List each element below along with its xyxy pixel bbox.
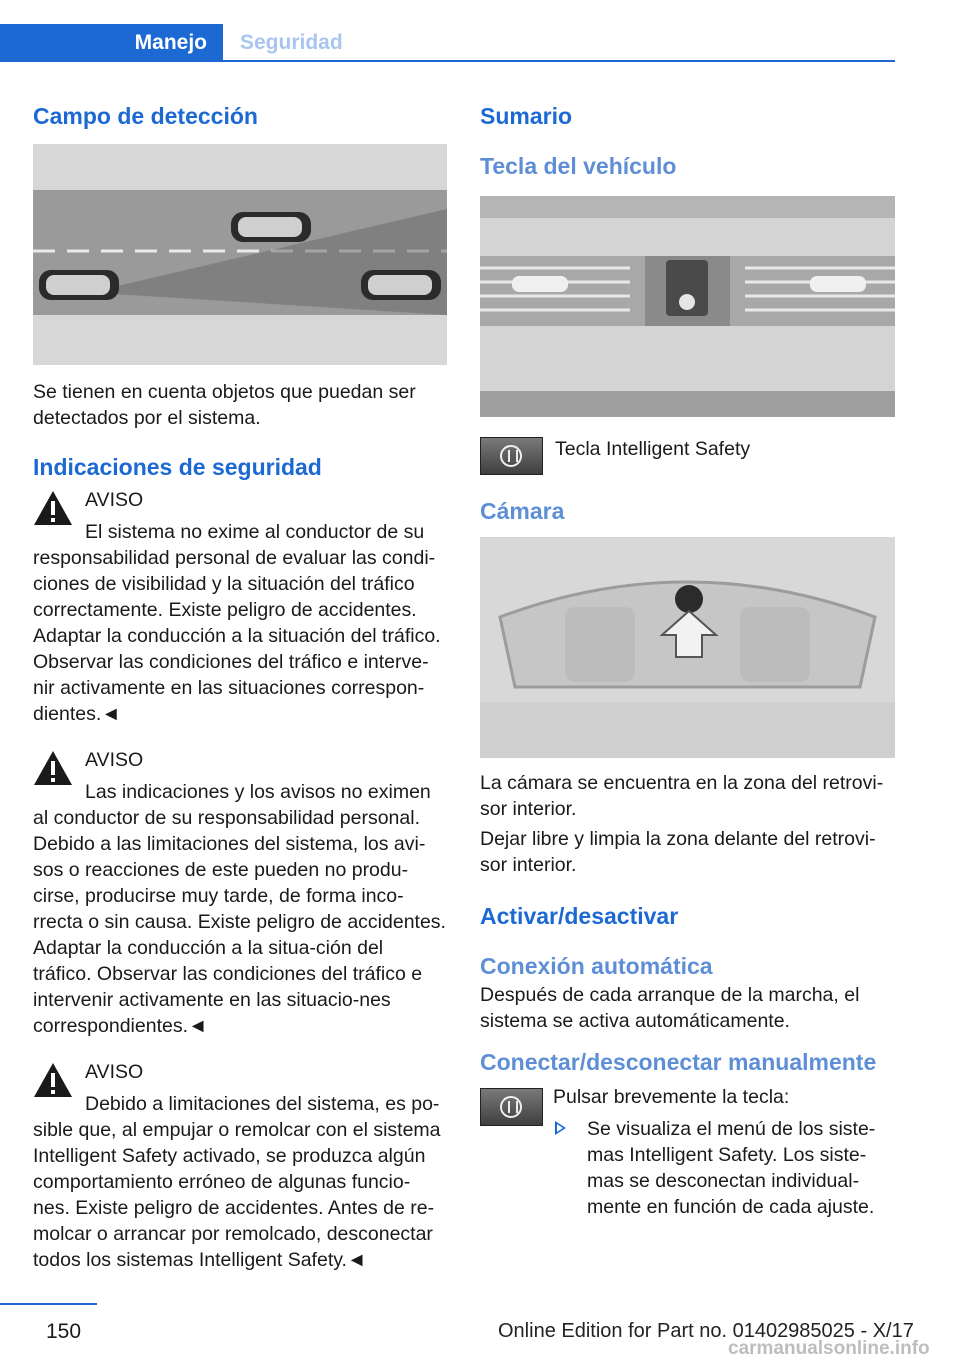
intelligent-safety-key-icon xyxy=(480,437,543,475)
warning-text: Las indicaciones y los avisos no eximen al conductor de su responsabilidad personal. Debido a las limitaciones del sistema, los avi-sos o reacciones de este pueden no produ-cirse, producirse muy tarde, de forma inco-rrecta o sin causa. Existe peligro de accidentes. Adaptar la conducción a la situa-ción del tráfico. Observar las condiciones del tráfico e intervenir activamente en las situacio-nes correspondientes.◄ xyxy=(33,781,446,1037)
warning-1 xyxy=(33,487,447,727)
car-top-icon xyxy=(231,212,311,242)
warning-text: El sistema no exime al conductor de su responsabilidad personal de evaluar las condi-ciones de visibilidad y la situación del tráfico correctamente. Existe peligro de accidentes. Adaptar la conducción a la situación del tráfico. Observar las condiciones del tráfico e interve-nir activamente en las situaciones correspon-dientes.◄ xyxy=(33,521,441,725)
left-column xyxy=(33,100,447,1273)
heading-activar: Activar/desactivar xyxy=(480,903,679,929)
car-right-icon xyxy=(361,270,441,300)
intelligent-safety-key-icon xyxy=(480,1088,543,1126)
subheading-tecla: Tecla del vehículo xyxy=(480,153,677,179)
heading-indicaciones: Indicaciones de seguridad xyxy=(33,454,322,480)
header-rule xyxy=(223,60,895,62)
warning-label: AVISO xyxy=(85,489,144,511)
key-caption-row xyxy=(480,437,895,481)
subheading-conexion: Conexión automática xyxy=(480,953,713,979)
subheading-camara: Cámara xyxy=(480,498,565,524)
warning-triangle-icon xyxy=(33,489,73,529)
auto-paragraph: Después de cada arranque de la marcha, el sistema se activa automáticamente. xyxy=(480,984,860,1032)
warning-triangle-icon xyxy=(33,1061,73,1101)
list-item xyxy=(553,1116,895,1220)
detection-field-illustration xyxy=(33,144,447,365)
key-caption: Tecla Intelligent Safety xyxy=(555,438,751,460)
tab-manejo[interactable]: Manejo xyxy=(0,24,223,62)
camera-paragraph-1: La cámara se encuentra en la zona del retrovi-sor interior. xyxy=(480,772,884,820)
warning-3 xyxy=(33,1059,447,1273)
warning-text: Debido a limitaciones del sistema, es po-sible que, al empujar o remolcar con el sistema Intelligent Safety activado, se produzca algún comportamiento erróneo de algunas funcio-nes. Existe peligro de accidentes. Antes de re-molcar o arrancar por remolcado, desconectar todos los sistemas Intelligent Safety.◄ xyxy=(33,1093,441,1271)
page-number: 150 xyxy=(46,1320,82,1343)
heading-campo-deteccion: Campo de detección xyxy=(33,103,258,129)
bullet-triangle-icon xyxy=(555,1121,566,1135)
paragraph-objects: Se tienen en cuenta objetos que puedan ser detectados por el sistema. xyxy=(33,381,416,429)
vehicle-button-illustration xyxy=(480,196,895,417)
car-left-icon xyxy=(39,270,119,300)
heading-sumario: Sumario xyxy=(480,103,573,129)
manual-row xyxy=(480,1084,895,1220)
footer-rule xyxy=(0,1303,97,1305)
edition-footer: Online Edition for Part no. 01402985025 - X/17 xyxy=(498,1320,914,1342)
watermark: carmanualsonline.info xyxy=(728,1338,930,1359)
camera-illustration xyxy=(480,537,895,758)
warning-label: AVISO xyxy=(85,749,144,771)
subheading-manual: Conectar/desconectar manualmente xyxy=(480,1049,877,1075)
right-column xyxy=(480,100,895,1220)
camera-paragraph-2: Dejar libre y limpia la zona delante del retrovi-sor interior. xyxy=(480,828,876,876)
tab-seguridad[interactable]: Seguridad xyxy=(240,31,343,54)
bullet-text: Se visualiza el menú de los siste-mas Intelligent Safety. Los siste-mas se desconectan individual-mente en función de cada ajuste. xyxy=(587,1118,876,1218)
warning-label: AVISO xyxy=(85,1061,144,1083)
manual-intro: Pulsar brevemente la tecla: xyxy=(553,1086,790,1108)
warning-triangle-icon xyxy=(33,749,73,789)
warning-2 xyxy=(33,747,447,1039)
